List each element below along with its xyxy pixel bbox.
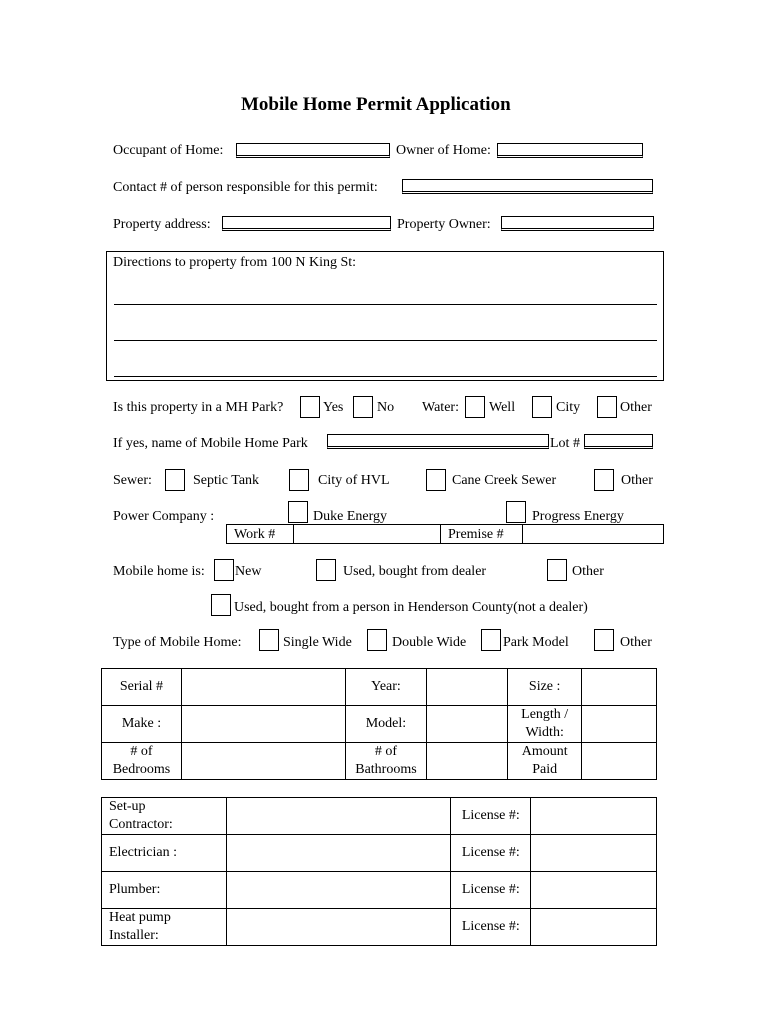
heat-pump-label	[102, 909, 227, 946]
no-label: No	[377, 400, 395, 415]
table-row	[102, 706, 657, 743]
table-row	[102, 798, 657, 835]
table-row	[102, 669, 657, 706]
bathrooms-label	[345, 743, 427, 780]
serial-input[interactable]	[181, 669, 345, 706]
owner-label: Owner of Home:	[396, 143, 491, 158]
setup-contractor-label	[102, 798, 227, 835]
property-owner-label: Property Owner:	[397, 217, 491, 232]
make-label: Make :	[102, 706, 182, 743]
width-line: Width:	[525, 725, 564, 740]
mh-park-no-checkbox[interactable]	[353, 396, 373, 418]
mh-park-question: Is this property in a MH Park?	[113, 400, 284, 415]
make-input[interactable]	[181, 706, 345, 743]
heat-pump-input[interactable]	[226, 909, 450, 946]
model-input[interactable]	[427, 706, 508, 743]
home-other-label: Other	[572, 564, 604, 579]
property-owner-input[interactable]	[501, 216, 654, 231]
water-city-checkbox[interactable]	[532, 396, 552, 418]
type-other-checkbox[interactable]	[594, 629, 614, 651]
home-used-person-checkbox[interactable]	[211, 594, 231, 616]
home-details-table	[101, 668, 657, 780]
sewer-cane-creek-checkbox[interactable]	[426, 469, 446, 491]
directions-line-3[interactable]	[114, 376, 657, 377]
power-duke-checkbox[interactable]	[288, 501, 308, 523]
water-other-checkbox[interactable]	[597, 396, 617, 418]
double-label: Double Wide	[392, 635, 467, 650]
new-label: New	[235, 564, 262, 579]
page-title: Mobile Home Permit Application	[241, 94, 511, 115]
length-line: Length /	[521, 707, 569, 722]
city-hvl-label: City of HVL	[318, 473, 390, 488]
property-address-input[interactable]	[222, 216, 391, 231]
type-park-model-checkbox[interactable]	[481, 629, 501, 651]
mobile-home-is-label: Mobile home is:	[113, 564, 205, 579]
used-dealer-label: Used, bought from dealer	[343, 564, 487, 579]
setup-license-label: License #:	[451, 798, 531, 835]
directions-label: Directions to property from 100 N King St:	[113, 255, 357, 270]
sewer-label: Sewer:	[113, 473, 152, 488]
bedrooms-line-1: # of	[130, 744, 153, 759]
bedrooms-input[interactable]	[181, 743, 345, 780]
sewer-other-label: Other	[621, 473, 653, 488]
serial-label: Serial #	[102, 669, 182, 706]
amount-paid-input[interactable]	[582, 743, 657, 780]
type-single-checkbox[interactable]	[259, 629, 279, 651]
electrician-license-label: License #:	[451, 835, 531, 872]
park-model-label: Park Model	[503, 635, 569, 650]
power-progress-checkbox[interactable]	[506, 501, 526, 523]
city-label: City	[556, 400, 581, 415]
well-label: Well	[489, 400, 516, 415]
amount-paid-label	[508, 743, 582, 780]
lot-label: Lot #	[550, 436, 580, 451]
mh-park-yes-checkbox[interactable]	[300, 396, 320, 418]
contact-label: Contact # of person responsible for this permit:	[113, 180, 378, 195]
water-well-checkbox[interactable]	[465, 396, 485, 418]
sewer-city-checkbox[interactable]	[289, 469, 309, 491]
table-row	[102, 743, 657, 780]
park-name-label: If yes, name of Mobile Home Park	[113, 436, 308, 451]
heatpump-line-1: Heat pump	[109, 910, 171, 925]
bedrooms-label	[102, 743, 182, 780]
power-company-label: Power Company :	[113, 509, 215, 524]
bathrooms-line-1: # of	[374, 744, 398, 759]
electrician-label: Electrician :	[102, 835, 227, 872]
setup-line-1: Set-up	[109, 799, 146, 814]
plumber-input[interactable]	[226, 872, 450, 909]
water-label: Water:	[422, 400, 459, 415]
property-address-label: Property address:	[113, 217, 211, 232]
paid-line: Paid	[532, 762, 558, 777]
duke-label: Duke Energy	[313, 509, 387, 524]
table-row	[102, 872, 657, 909]
setup-line-2: Contractor:	[109, 817, 173, 832]
park-name-input[interactable]	[327, 434, 549, 449]
owner-input[interactable]	[497, 143, 643, 158]
home-used-dealer-checkbox[interactable]	[316, 559, 336, 581]
directions-line-2[interactable]	[114, 340, 657, 341]
used-person-label: Used, bought from a person in Henderson County(not a dealer)	[234, 600, 588, 615]
water-other-label: Other	[620, 400, 652, 415]
work-number-label: Work #	[234, 527, 276, 542]
contractor-table	[101, 797, 657, 946]
plumber-label: Plumber:	[102, 872, 227, 909]
home-other-checkbox[interactable]	[547, 559, 567, 581]
plumber-license-input[interactable]	[531, 872, 657, 909]
single-label: Single Wide	[283, 635, 352, 650]
bedrooms-line-2: Bedrooms	[112, 762, 171, 777]
lot-input[interactable]	[584, 434, 653, 449]
home-new-checkbox[interactable]	[214, 559, 234, 581]
septic-label: Septic Tank	[193, 473, 260, 488]
length-width-input[interactable]	[582, 706, 657, 743]
premise-number-label: Premise #	[448, 527, 504, 542]
electrician-license-input[interactable]	[531, 835, 657, 872]
heat-pump-license-label: License #:	[451, 909, 531, 946]
occupant-label: Occupant of Home:	[113, 143, 224, 158]
heatpump-line-2: Installer:	[109, 928, 159, 943]
size-input[interactable]	[582, 669, 657, 706]
amount-line: Amount	[521, 744, 568, 759]
directions-line-1[interactable]	[114, 304, 657, 305]
cane-creek-label: Cane Creek Sewer	[452, 473, 557, 488]
premise-number-input[interactable]	[523, 525, 663, 543]
type-double-checkbox[interactable]	[367, 629, 387, 651]
occupant-input[interactable]	[236, 143, 390, 158]
setup-license-input[interactable]	[531, 798, 657, 835]
work-number-input[interactable]	[294, 525, 439, 543]
bathrooms-line-2: Bathrooms	[355, 762, 417, 777]
model-label: Model:	[345, 706, 427, 743]
type-other-label: Other	[620, 635, 652, 650]
year-input[interactable]	[427, 669, 508, 706]
year-label: Year:	[345, 669, 427, 706]
type-label: Type of Mobile Home:	[113, 635, 242, 650]
sewer-septic-checkbox[interactable]	[165, 469, 185, 491]
contact-input[interactable]	[402, 179, 653, 194]
size-label: Size :	[508, 669, 582, 706]
electrician-input[interactable]	[226, 835, 450, 872]
length-width-label	[508, 706, 582, 743]
setup-contractor-input[interactable]	[226, 798, 450, 835]
yes-label: Yes	[323, 400, 344, 415]
table-row	[102, 909, 657, 946]
table-row	[102, 835, 657, 872]
progress-label: Progress Energy	[532, 509, 624, 524]
plumber-license-label: License #:	[451, 872, 531, 909]
heat-pump-license-input[interactable]	[531, 909, 657, 946]
sewer-other-checkbox[interactable]	[594, 469, 614, 491]
bathrooms-input[interactable]	[427, 743, 508, 780]
